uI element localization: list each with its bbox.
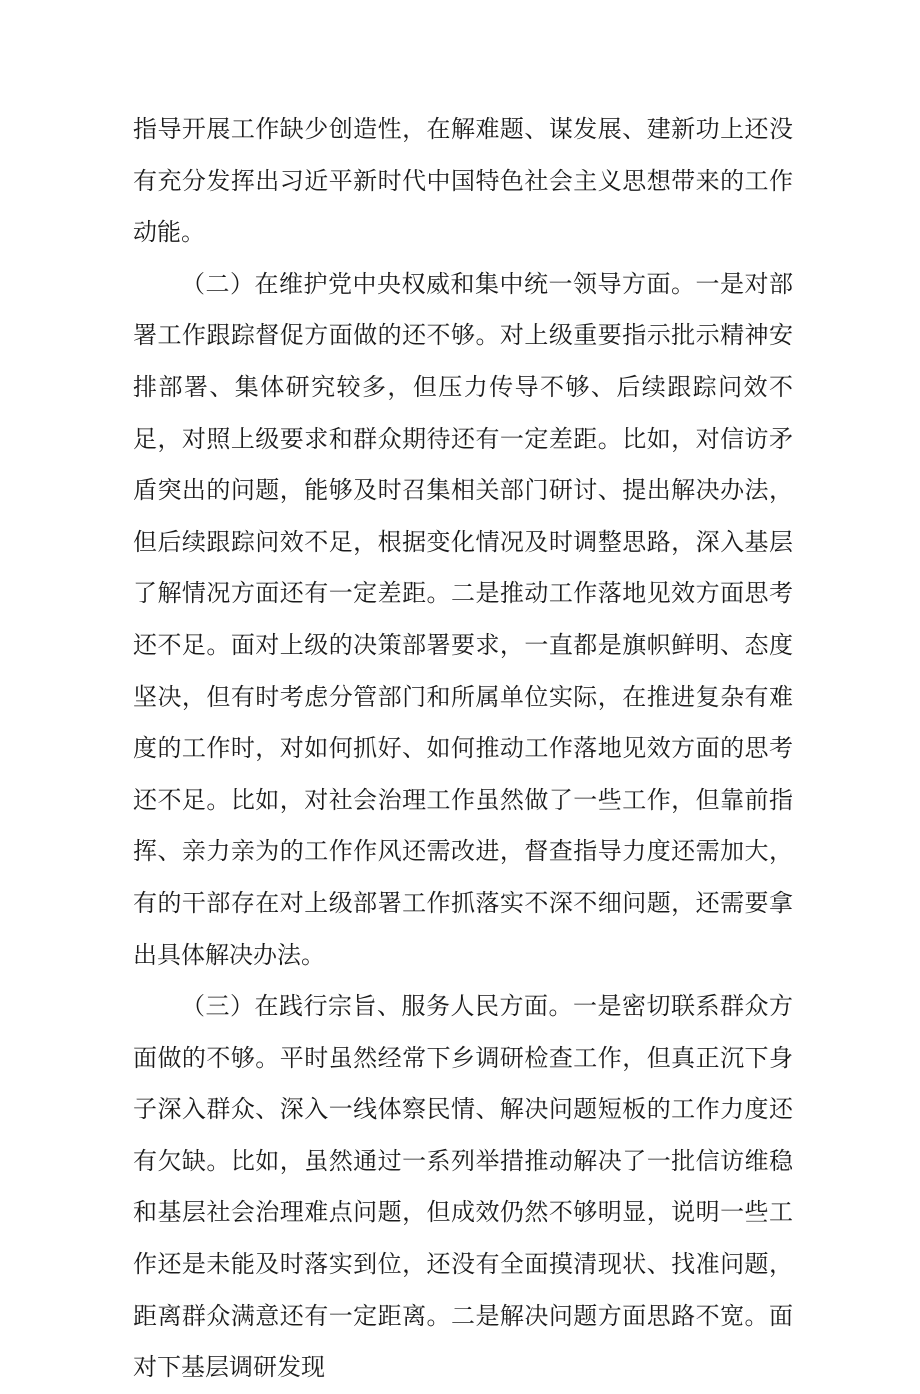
document-body (133, 104, 793, 1394)
paragraph-section-2: （二）在维护党中央权威和集中统一领导方面。一是对部署工作跟踪督促方面做的还不够。对上级重要指示批示精神安排部署、集体研究较多，但压力传导不够、后续跟踪问效不足，对照上级要求和群众期待还有一定差距。比如，对信访矛盾突出的问题，能够及时召集相关部门研讨、提出解决办法，但后续跟踪问效不足，根据变化情况及时调整思路，深入基层了解情况方面还有一定差距。二是推动工作落地见效方面思考还不足。面对上级的决策部署要求，一直都是旗帜鲜明、态度坚决，但有时考虑分管部门和所属单位实际，在推进复杂有难度的工作时，对如何抓好、如何推动工作落地见效方面的思考还不足。比如，对社会治理工作虽然做了一些工作，但靠前指挥、亲力亲为的工作作风还需改进，督查指导力度还需加大，有的干部存在对上级部署工作抓落实不深不细问题，还需要拿出具体解决办法。 (133, 269, 793, 969)
paragraph-continuation: 指导开展工作缺少创造性，在解难题、谋发展、建新功上还没有充分发挥出习近平新时代中国特色社会主义思想带来的工作动能。 (133, 115, 793, 247)
paragraph-section-3: （三）在践行宗旨、服务人民方面。一是密切联系群众方面做的不够。平时虽然经常下乡调研检查工作，但真正沉下身子深入群众、深入一线体察民情、解决问题短板的工作力度还有欠缺。比如，虽然通过一系列举措推动解决了一批信访维稳和基层社会治理难点问题，但成效仍然不够明显，说明一些工作还是未能及时落实到位，还没有全面摸清现状、找准问题，距离群众满意还有一定距离。二是解决问题方面思路不宽。面对下基层调研发现 (133, 992, 793, 1382)
